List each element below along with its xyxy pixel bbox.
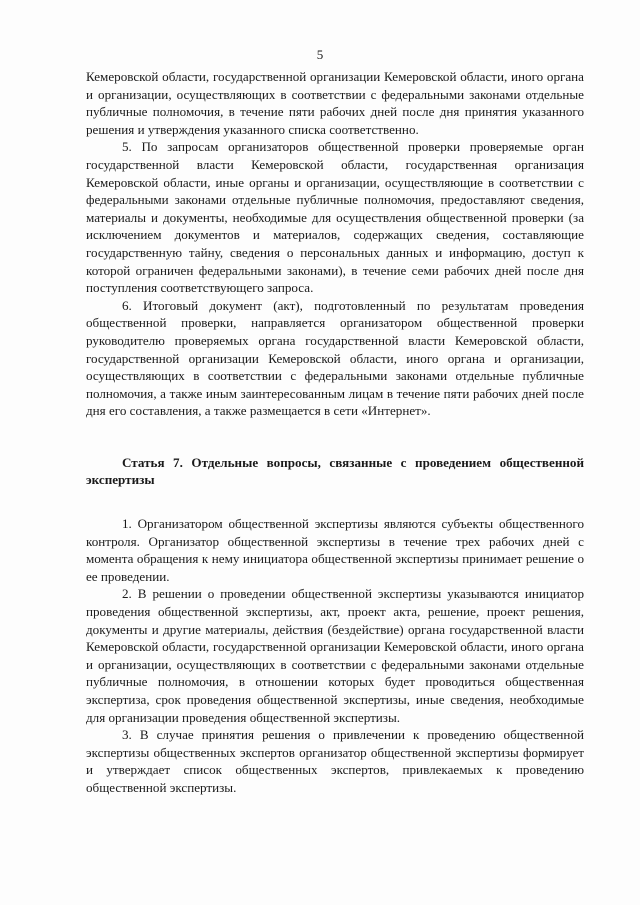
article-7-heading: Статья 7. Отдельные вопросы, связанные с проведением общественной экспертизы [86,454,584,488]
article-7-item-1: 1. Организатором общественной экспертизы являются субъекты общественного контроля. Организатор общественной экспертизы в течение трех рабочих дней с момента обращения к нему инициатора общественной экспертизы принимает решение о ее проведении. [86,516,584,584]
paragraph-continuation: Кемеровской области, государственной организации Кемеровской области, иного органа и организации, осуществляющих в соответствии с федеральными законами отдельные публичные полномочия, в течение пяти рабочих дней после дня принятия указанного решения и утверждения указанного списка соответственно. [86,69,584,137]
paragraph-item-5: 5. По запросам организаторов общественной проверки проверяемые орган государственной власти Кемеровской области, государственная организация Кемеровской области, иные органы и организации, осуществляющие в соответствии с федеральными законами отдельные публичные полномочия, предоставляют сведения, материалы и документы, необходимые для осуществления общественной проверки (за исключением документов и материалов, содержащих сведения, составляющие государственную тайну, сведения о персональных данных и информацию, доступ к которой ограничен федеральными законами), в течение семи рабочих дней после дня поступления соответствующего запроса. [86,139,584,296]
article-7-item-3: 3. В случае принятия решения о привлечении к проведению общественной экспертизы общественных экспертов организатор общественной экспертизы формирует и утверждает список общественных экспертов, привлекаемых к проведению общественной экспертизы. [86,727,584,795]
article-7-item-2: 2. В решении о проведении общественной экспертизы указываются инициатор проведения общественной экспертизы, акт, проект акта, решение, проект решения, документы и другие материалы, действия (бездействие) органа государственной власти Кемеровской области, государственной организации Кемеровской области, иного органа и организации, осуществляющих в соответствии с федеральными законами отдельные публичные полномочия, в отношении которых будет проводиться общественная экспертиза, срок проведения общественной экспертизы, иные сведения, необходимые для организации проведения общественной экспертизы. [86,586,584,725]
paragraph-item-6: 6. Итоговый документ (акт), подготовленный по результатам проведения общественной проверки, направляется организатором общественной проверки руководителю проверяемых органа государственной власти Кемеровской области, государственной организации Кемеровской области, иного органа и организации, осуществляющих в соответствии с федеральными законами отдельные публичные полномочия, а также иным заинтересованным лицам в течение пяти рабочих дней после дня его составления, а также размещается в сети «Интернет». [86,297,584,419]
page-number: 5 [316,47,324,62]
document-body [86,68,584,797]
